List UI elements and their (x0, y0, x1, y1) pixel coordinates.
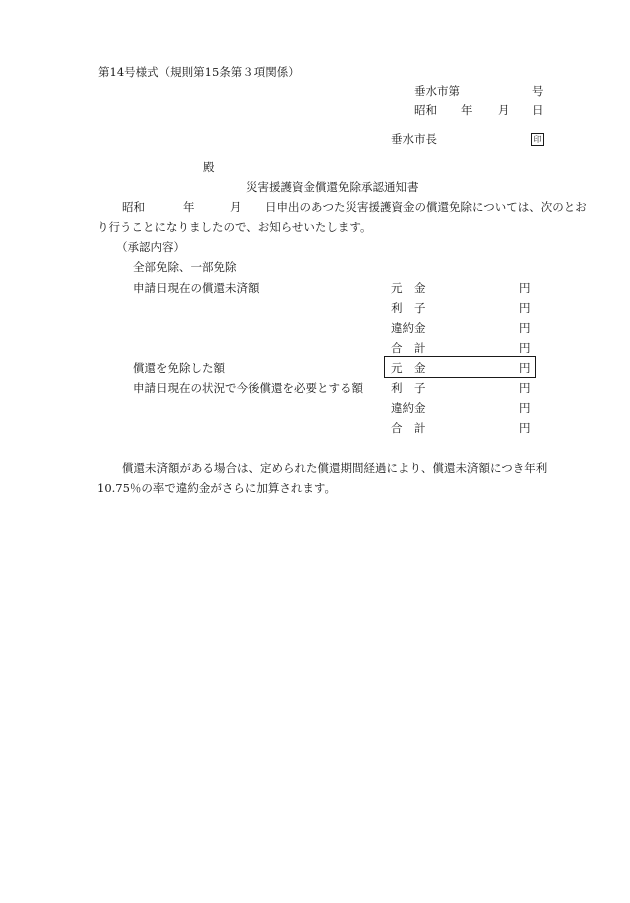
row-item: 違約金 (391, 401, 426, 415)
row-label: 申請日現在の状況で今後償還を必要とする額 (133, 381, 363, 395)
document-title: 災害援護資金償還免除承認通知書 (246, 180, 419, 194)
row-unit: 円 (519, 301, 531, 315)
body-month: 月 (230, 200, 242, 214)
date-day: 日 (532, 103, 544, 117)
exemption-type: 全部免除、一部免除 (133, 260, 237, 274)
issuer-name: 垂水市長 (391, 132, 437, 146)
seal-mark: 印 (531, 133, 544, 146)
approval-heading: （承認内容） (116, 240, 185, 254)
row-label: 償還を免除した額 (133, 361, 225, 375)
date-year: 年 (461, 103, 473, 117)
note-line1: 償還未済額がある場合は、定められた償還期間経過により、償還未済額につき年利 (122, 461, 548, 475)
row-item: 利 子 (391, 381, 426, 395)
body-year: 年 (183, 200, 195, 214)
row-unit: 円 (519, 341, 531, 355)
body-line1: 日申出のあつた災害援護資金の償還免除については、次のとお (265, 200, 587, 214)
row-item: 元 金 (391, 281, 426, 295)
row-item: 元 金 (391, 361, 426, 375)
row-item: 利 子 (391, 301, 426, 315)
row-unit: 円 (519, 421, 531, 435)
body-line2: り行うことになりましたので、お知らせいたします。 (97, 220, 372, 234)
row-unit: 円 (519, 381, 531, 395)
row-unit: 円 (519, 361, 531, 375)
doc-number-prefix: 垂水市第 (414, 84, 460, 98)
row-unit: 円 (519, 321, 531, 335)
row-label: 申請日現在の償還未済額 (133, 281, 260, 295)
date-month: 月 (498, 103, 510, 117)
doc-number-suffix: 号 (532, 84, 544, 98)
form-number: 第14号様式（規則第15条第３項関係） (98, 65, 300, 79)
row-item: 違約金 (391, 321, 426, 335)
note-line2: 10.75％の率で違約金がさらに加算されます。 (97, 481, 336, 495)
body-era: 昭和 (122, 200, 145, 214)
row-item: 合 計 (391, 341, 426, 355)
date-era: 昭和 (414, 103, 437, 117)
row-unit: 円 (519, 401, 531, 415)
row-unit: 円 (519, 281, 531, 295)
row-item: 合 計 (391, 421, 426, 435)
addressee-suffix: 殿 (203, 160, 215, 174)
